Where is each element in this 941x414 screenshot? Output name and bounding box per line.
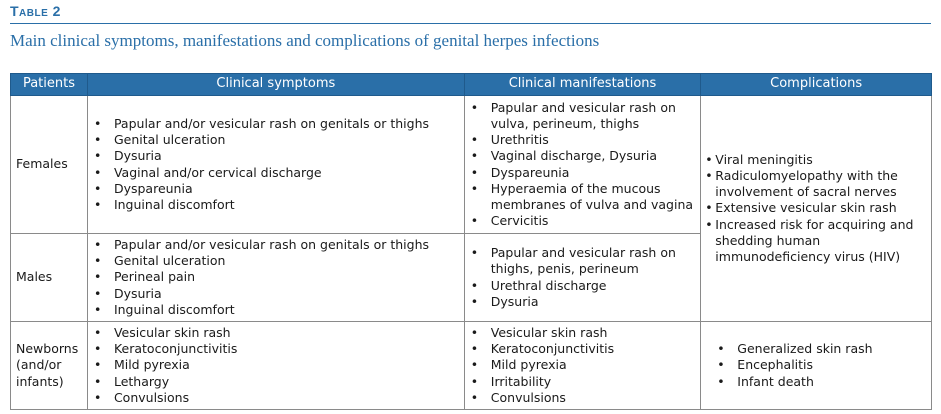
header-patients: Patients: [11, 74, 88, 96]
list-item: • Increased risk for acquiring and shedding human immunodeficiency virus (HIV): [701, 217, 931, 265]
list-item: • Genital ulceration: [88, 132, 464, 148]
title-rule: [10, 23, 931, 24]
patient-cell: [11, 322, 88, 410]
list-item: • Vesicular skin rash: [88, 325, 464, 341]
complications-cell: [701, 322, 932, 410]
list-item: • Vaginal discharge, Dysuria: [465, 148, 701, 164]
table-row-newborns: [11, 322, 932, 410]
list-item: • Dysuria: [465, 294, 701, 310]
list-item: • Radiculomyelopathy with the involvement of sacral nerves: [701, 168, 931, 200]
patient-cell: Males: [11, 234, 88, 322]
list-item: • Convulsions: [465, 390, 701, 406]
list-item: • Keratoconjunctivitis: [88, 341, 464, 357]
header-symptoms: Clinical symptoms: [87, 74, 464, 96]
list-item: • Mild pyrexia: [88, 357, 464, 373]
list-item: • Convulsions: [88, 390, 464, 406]
list-item: • Dysuria: [88, 286, 464, 302]
list-item: • Dysuria: [88, 148, 464, 164]
manifestations-cell: [464, 322, 701, 410]
list-item: • Urethritis: [465, 132, 701, 148]
list-item: • Dyspareunia: [465, 165, 701, 181]
clinical-table: [10, 73, 932, 410]
complications-cell: [701, 96, 932, 322]
list-item: • Inguinal discomfort: [88, 302, 464, 318]
list-item: • Papular and vesicular rash on thighs, penis, perineum: [465, 245, 701, 277]
list-item: • Viral meningitis: [701, 152, 931, 168]
list-item: • Encephalitis: [711, 357, 931, 373]
header-row: [11, 74, 932, 96]
symptoms-cell: [87, 234, 464, 322]
list-item: • Papular and vesicular rash on vulva, perineum, thighs: [465, 100, 701, 132]
list-item: • Extensive vesicular skin rash: [701, 200, 931, 216]
list-item: • Generalized skin rash: [711, 341, 931, 357]
manifestations-cell: [464, 234, 701, 322]
list-item: • Keratoconjunctivitis: [465, 341, 701, 357]
list-item: • Cervicitis: [465, 213, 701, 229]
list-item: • Urethral discharge: [465, 278, 701, 294]
header-manifestations: Clinical manifestations: [464, 74, 701, 96]
table-row-females: [11, 96, 932, 234]
patient-cell: Females: [11, 96, 88, 234]
symptoms-cell: [87, 96, 464, 234]
table-label: Table 2: [10, 3, 61, 19]
list-item: • Papular and/or vesicular rash on genitals or thighs: [88, 116, 464, 132]
manifestations-cell: [464, 96, 701, 234]
list-item: • Vesicular skin rash: [465, 325, 701, 341]
header-complications: Complications: [701, 74, 932, 96]
list-item: • Dyspareunia: [88, 181, 464, 197]
list-item: • Infant death: [711, 374, 931, 390]
list-item: • Irritability: [465, 374, 701, 390]
list-item: • Mild pyrexia: [465, 357, 701, 373]
symptoms-cell: [87, 322, 464, 410]
list-item: • Vaginal and/or cervical discharge: [88, 165, 464, 181]
list-item: • Papular and/or vesicular rash on genitals or thighs: [88, 237, 464, 253]
list-item: • Inguinal discomfort: [88, 197, 464, 213]
patient-label: Newborns (and/or infants): [16, 341, 79, 389]
list-item: • Genital ulceration: [88, 253, 464, 269]
table-caption: Main clinical symptoms, manifestations and complications of genital herpes infections: [10, 31, 600, 50]
list-item: • Lethargy: [88, 374, 464, 390]
list-item: • Hyperaemia of the mucous membranes of vulva and vagina: [465, 181, 701, 213]
list-item: • Perineal pain: [88, 269, 464, 285]
